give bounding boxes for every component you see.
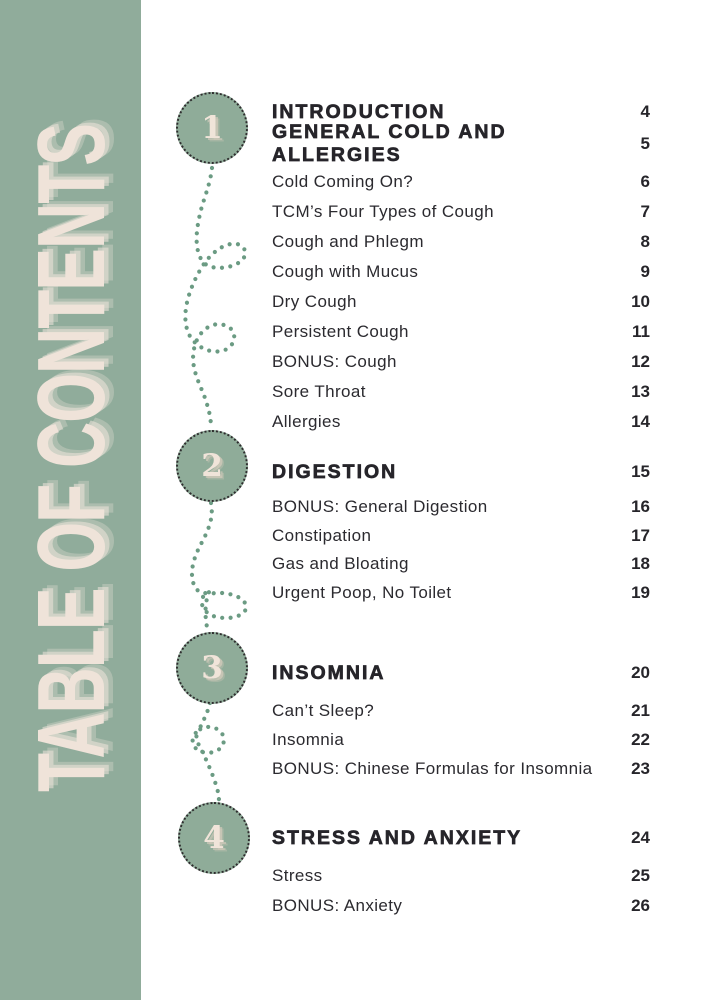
toc-entry[interactable]	[272, 550, 650, 579]
toc-entry-page-number: 12	[631, 352, 650, 371]
toc	[272, 0, 650, 1000]
toc-section-3-items	[272, 696, 650, 783]
toc-entry-page-number: 10	[631, 292, 650, 311]
toc-entry-label: Cough with Mucus	[272, 262, 419, 281]
section-3-number: 3	[201, 650, 223, 686]
section-4-number: 4	[203, 820, 225, 856]
section-2-number: 2	[201, 448, 223, 484]
toc-entry-page-number: 6	[640, 172, 650, 191]
toc-entry[interactable]	[272, 347, 650, 377]
toc-entry-page-number: 9	[640, 262, 650, 281]
toc-entry-page-number: 26	[631, 896, 650, 915]
toc-entry-label: BONUS: Cough	[272, 352, 397, 371]
section-3-circle	[176, 632, 248, 704]
toc-entry-page-number: 18	[631, 554, 650, 574]
toc-entry-label: Urgent Poop, No Toilet	[272, 582, 452, 602]
toc-entry-label: Allergies	[272, 412, 341, 431]
toc-entry-label: Insomnia	[272, 729, 345, 749]
toc-entry-label: TCM’s Four Types of Cough	[272, 202, 494, 221]
toc-entry-page-number: 7	[640, 202, 650, 221]
toc-entry[interactable]	[272, 696, 650, 725]
toc-heading-label: STRESS AND ANXIETY	[272, 826, 523, 849]
squiggle-1-to-2	[185, 168, 245, 428]
toc-entry-page-number: 16	[631, 497, 650, 517]
toc-entry-page-number: 8	[640, 232, 650, 251]
toc-entry-page-number: 22	[631, 729, 650, 749]
toc-section-2	[272, 456, 650, 607]
toc-entry[interactable]	[272, 754, 650, 783]
toc-section-4	[272, 822, 650, 921]
toc-entry-page-number: 25	[631, 866, 650, 885]
toc-entry[interactable]	[272, 287, 650, 317]
toc-entry[interactable]	[272, 579, 650, 608]
toc-heading[interactable]	[272, 121, 650, 166]
toc-section-4-items	[272, 861, 650, 921]
toc-heading[interactable]	[272, 456, 650, 488]
vertical-page-title: TABLE OF CONTENTS	[16, 124, 125, 792]
squiggle-2-to-3	[192, 503, 246, 632]
toc-entry-label: Stress	[272, 866, 323, 885]
toc-entry-page-number: 23	[631, 758, 650, 778]
toc-heading-label: DIGESTION	[272, 460, 398, 483]
toc-entry-page-number: 19	[631, 582, 650, 602]
toc-entry-label: BONUS: General Digestion	[272, 497, 488, 517]
toc-heading-label: GENERAL COLD AND ALLERGIES	[272, 121, 507, 166]
toc-entry[interactable]	[272, 407, 650, 437]
toc-entry[interactable]	[272, 197, 650, 227]
toc-entry-label: BONUS: Chinese Formulas for Insomnia	[272, 758, 593, 778]
toc-heading-page-number: 24	[631, 828, 650, 847]
toc-entry-label: Persistent Cough	[272, 322, 409, 341]
section-2-circle	[176, 430, 248, 502]
toc-entry-page-number: 21	[631, 700, 650, 720]
toc-entry[interactable]	[272, 725, 650, 754]
toc-entry[interactable]	[272, 317, 650, 347]
toc-heading-page-number: 4	[640, 102, 650, 121]
toc-entry[interactable]	[272, 167, 650, 197]
toc-section-1-items	[272, 167, 650, 437]
toc-heading[interactable]	[272, 657, 650, 689]
toc-entry[interactable]	[272, 377, 650, 407]
toc-heading-page-number: 20	[631, 663, 650, 682]
section-1-circle	[176, 92, 248, 164]
toc-entry[interactable]	[272, 522, 650, 551]
toc-entry-label: Cold Coming On?	[272, 172, 414, 191]
toc-entry-label: Can’t Sleep?	[272, 700, 375, 720]
section-4-circle	[178, 802, 250, 874]
toc-entry-page-number: 13	[631, 382, 650, 401]
toc-entry-label: Dry Cough	[272, 292, 357, 311]
section-1-number: 1	[201, 110, 223, 146]
toc-entry-label: BONUS: Anxiety	[272, 896, 403, 915]
toc-heading-page-number: 5	[640, 134, 650, 153]
toc-heading-label: INSOMNIA	[272, 661, 386, 684]
toc-section-2-items	[272, 493, 650, 607]
toc-heading-page-number: 15	[631, 462, 650, 481]
toc-entry-label: Gas and Bloating	[272, 554, 409, 574]
toc-heading-label: INTRODUCTION	[272, 100, 446, 123]
toc-entry-label: Constipation	[272, 525, 372, 545]
toc-heading[interactable]	[272, 822, 650, 854]
toc-entry-label: Cough and Phlegm	[272, 232, 424, 251]
toc-entry-page-number: 14	[631, 412, 650, 431]
toc-entry-page-number: 17	[631, 525, 650, 545]
toc-entry-label: Sore Throat	[272, 382, 366, 401]
toc-section-1	[272, 96, 650, 437]
toc-entry[interactable]	[272, 227, 650, 257]
toc-entry-page-number: 11	[632, 322, 650, 341]
toc-entry[interactable]	[272, 257, 650, 287]
squiggle-3-to-4	[193, 703, 224, 802]
toc-entry[interactable]	[272, 861, 650, 891]
toc-section-3	[272, 657, 650, 783]
toc-entry[interactable]	[272, 493, 650, 522]
toc-entry[interactable]	[272, 891, 650, 921]
